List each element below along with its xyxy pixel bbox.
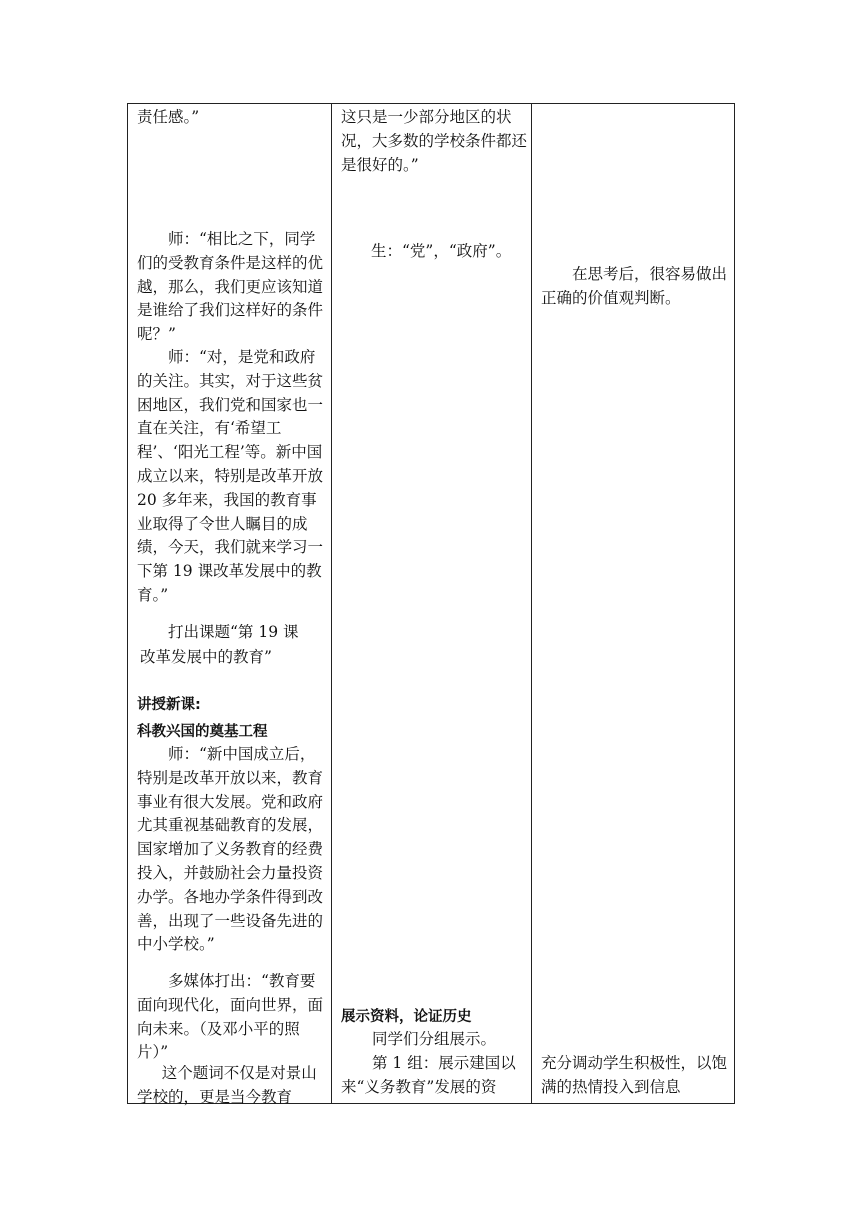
inscription-paragraph: 这个题词不仅是对景山学校的，更是当今教育 [137,1064,317,1106]
group-display-paragraph: 第 1 组：展示建国以来“义务教育”发展的资 [341,1054,516,1096]
lesson-title-line-2: 改革发展中的教育” [140,648,272,666]
design-note: 充分调动学生积极性，以饱满的热情投入到信息 [541,1054,728,1096]
design-intent-cell [532,104,735,1104]
multimedia-paragraph: 多媒体打出：“教育要面向现代化，面向世界，面向未来。（及邓小平的照片）” [137,972,324,1062]
text-paragraph: 同学们分组展示。 [372,1030,497,1048]
teacher-lecture-paragraph: 师：“新中国成立后，特别是改革开放以来，教育事业有很大发展。党和政府尤其重视基础教育的发展，国家增加了义务教育的经费投入，并鼓励社会力量投资办学。各地办学条件得到改善，出现了一些设备先进的中小学校。” [137,745,324,954]
table-row [128,104,735,1104]
teacher-activity-cell [128,104,332,1104]
design-note: 在思考后，很容易做出正确的价值观判断。 [541,265,728,307]
student-answer: 生：“党”，“政府”。 [371,242,512,260]
teacher-statement-paragraph: 师：“对，是党和政府的关注。其实，对于这些贫困地区，我们党和国家也一直在关注，有‘希望工程’、‘阳光工程’等。新中国成立以来，特别是改革开放 20 多年来，我国的教育事业取得了令世人瞩目的成绩，今天，我们就来学习一下第 19 课改革发展中的教育。” [137,348,324,604]
text-paragraph: 责任感。” [137,108,200,126]
teacher-question-paragraph: 师：“相比之下，同学们的受教育条件是这样的优越，那么，我们更应该知道是谁给了我们这样好的条件呢？” [137,230,324,344]
subsection-heading: 科教兴国的奠基工程 [137,724,268,740]
section-heading: 展示资料，论证历史 [341,1009,472,1025]
lesson-title-line-1: 打出课题“第 19 课 [168,623,299,641]
student-activity-cell [332,104,532,1104]
text-paragraph: 这只是一少部分地区的状况，大多数的学校条件都还是很好的。” [341,108,528,174]
lesson-plan-table [127,103,735,1104]
section-heading: 讲授新课: [137,697,201,713]
